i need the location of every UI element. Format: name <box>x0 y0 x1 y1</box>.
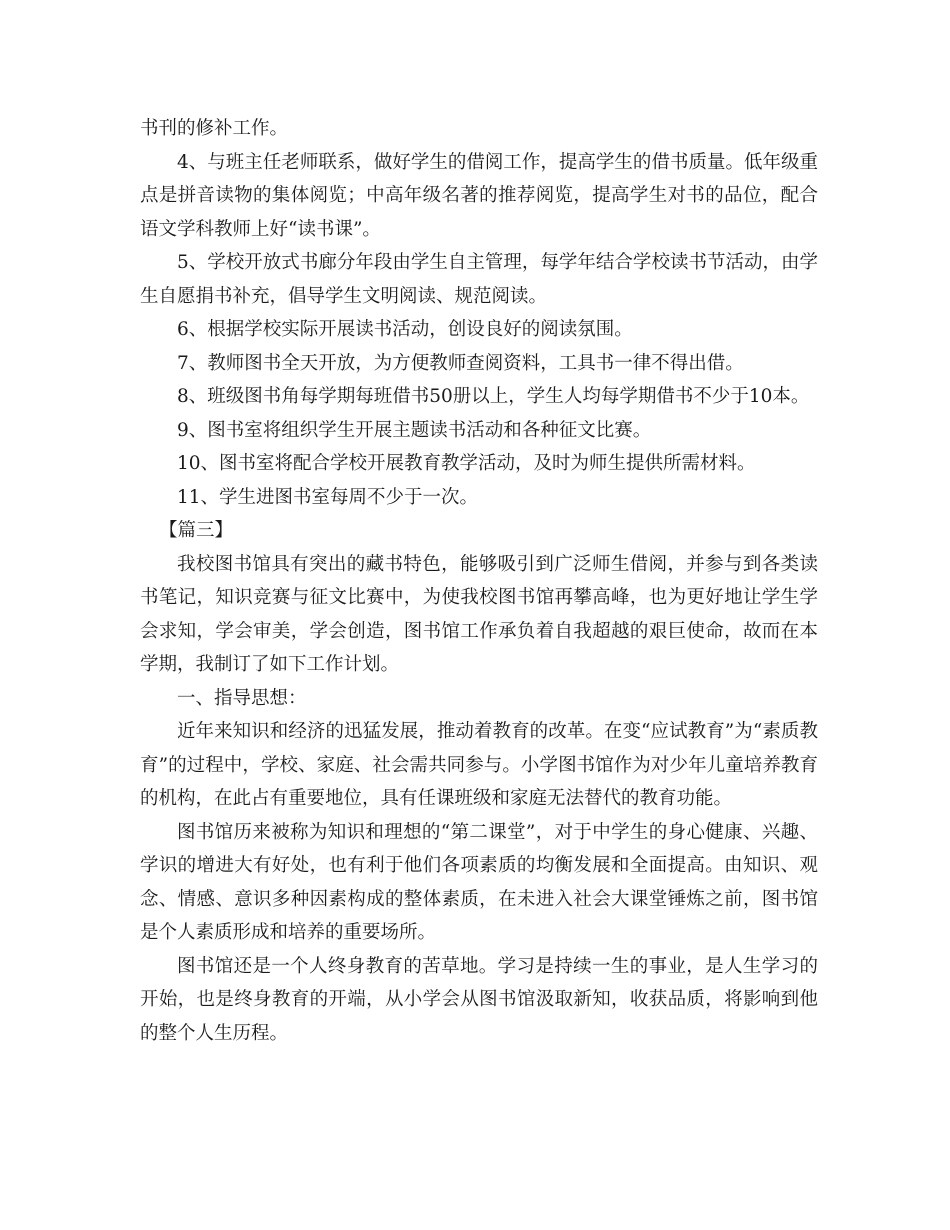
paragraph-item-10: 10、图书室将配合学校开展教育教学活动，及时为师生提供所需材料。 <box>177 453 756 474</box>
paragraph-item-5: 5、学校开放式书廊分年段由学生自主管理，每学年结合学校读书节活动，由学生自愿捐书补充，倡导学生文明阅读、规范阅读。 <box>140 252 818 307</box>
paragraph-guiding-1: 近年来知识和经济的迅猛发展，推动着教育的改革。在变“应试教育”为“素质教育”的过程中，学校、家庭、社会需共同参与。小学图书馆作为对少年儿童培养教育的机构，在此占有重要地位，具有任课班级和家庭无法替代的教育功能。 <box>140 721 818 809</box>
document-body <box>140 112 818 1050</box>
paragraph-item-7: 7、教师图书全天开放，为方便教师查阅资料，工具书一律不得出借。 <box>177 352 744 374</box>
paragraph-item-9: 9、图书室将组织学生开展主题读书活动和各种征文比赛。 <box>177 419 652 441</box>
paragraph-item-4: 4、与班主任老师联系，做好学生的借阅工作，提高学生的借书质量。低年级重点是拼音读物的集体阅览；中高年级名著的推荐阅览，提高学生对书的品位，配合语文学科教师上好“读书课”。 <box>140 151 818 240</box>
section-heading-part-three: 【篇三】 <box>159 520 234 541</box>
paragraph-guiding-2: 图书馆历来被称为知识和理想的“第二课堂”，对于中学生的身心健康、兴趣、学识的增进大有好处，也有利于他们各项素质的均衡发展和全面提高。由知识、观念、情感、意识多种因素构成的整体素质，在未进入社会大课堂锤炼之前，图书馆是个人素质形成和培养的重要场所。 <box>140 821 818 943</box>
paragraph-item-6: 6、根据学校实际开展读书活动，创设良好的阅读氛围。 <box>177 319 633 340</box>
paragraph-item-8: 8、班级图书角每学期每班借书50册以上，学生人均每学期借书不少于10本。 <box>177 386 810 407</box>
paragraph-item-11: 11、学生进图书室每周不少于一次。 <box>177 486 479 508</box>
paragraph-intro: 我校图书馆具有突出的藏书特色，能够吸引到广泛师生借阅，并参与到各类读书笔记，知识竞赛与征文比赛中，为使我校图书馆再攀高峰，也为更好地让学生学会求知，学会审美，学会创造，图书馆工作承负着自我超越的艰巨使命，故而在本学期，我制订了如下工作计划。 <box>140 553 818 675</box>
paragraph-continuation: 书刊的修补工作。 <box>140 118 289 139</box>
paragraph-guiding-3: 图书馆还是一个人终身教育的苦草地。学习是持续一生的事业，是人生学习的开始，也是终身教育的开端，从小学会从图书馆汲取新知，收获品质，将影响到他的整个人生历程。 <box>140 955 818 1044</box>
subheading-guiding-thought: 一、指导思想： <box>177 687 307 709</box>
